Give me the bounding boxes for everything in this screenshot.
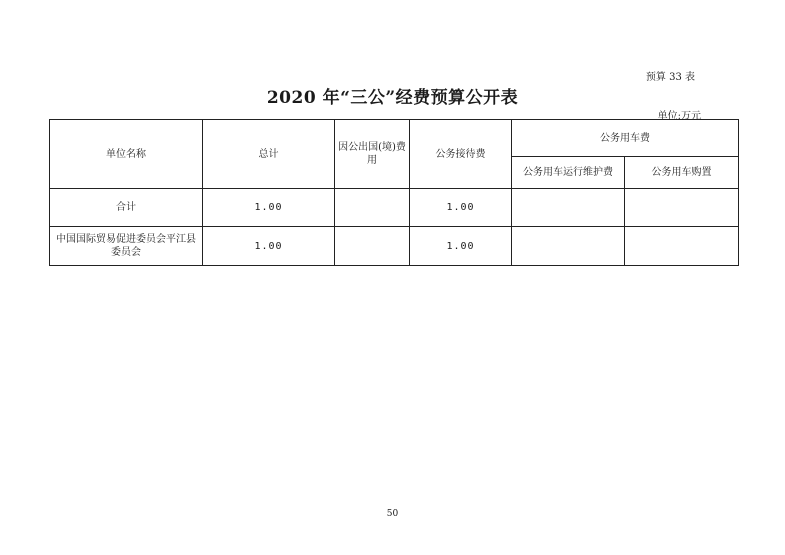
cell-overseas bbox=[335, 189, 410, 227]
cell-vehicle-operation bbox=[512, 227, 625, 266]
unit-label: 单位:万元 bbox=[657, 111, 701, 122]
cell-overseas bbox=[335, 227, 410, 266]
cell-unit-name: 中国国际贸易促进委员会平江县委员会 bbox=[50, 227, 203, 266]
budget-table bbox=[49, 119, 739, 266]
table-row bbox=[50, 189, 739, 227]
cell-reception: 1.00 bbox=[410, 227, 512, 266]
cell-reception: 1.00 bbox=[410, 189, 512, 227]
cell-total: 1.00 bbox=[203, 189, 335, 227]
cell-vehicle-purchase bbox=[625, 189, 739, 227]
cell-total: 1.00 bbox=[203, 227, 335, 266]
header-vehicle-operation: 公务用车运行维护费 bbox=[512, 157, 625, 189]
header-row bbox=[50, 120, 739, 157]
header-vehicle: 公务用车费 bbox=[512, 120, 739, 157]
form-number: 预算 33 表 bbox=[645, 72, 695, 83]
cell-vehicle-purchase bbox=[625, 227, 739, 266]
header-vehicle-purchase: 公务用车购置 bbox=[625, 157, 739, 189]
page-title: 2020 年“三公”经费预算公开表 bbox=[266, 88, 519, 108]
header-unit-name: 单位名称 bbox=[50, 120, 203, 189]
header-total: 总计 bbox=[203, 120, 335, 189]
cell-vehicle-operation bbox=[512, 189, 625, 227]
header-reception: 公务接待费 bbox=[410, 120, 512, 189]
header-overseas: 因公出国(境)费用 bbox=[335, 120, 410, 189]
table-row bbox=[50, 227, 739, 266]
cell-unit-name: 合计 bbox=[50, 189, 203, 227]
page-number: 50 bbox=[386, 509, 399, 519]
